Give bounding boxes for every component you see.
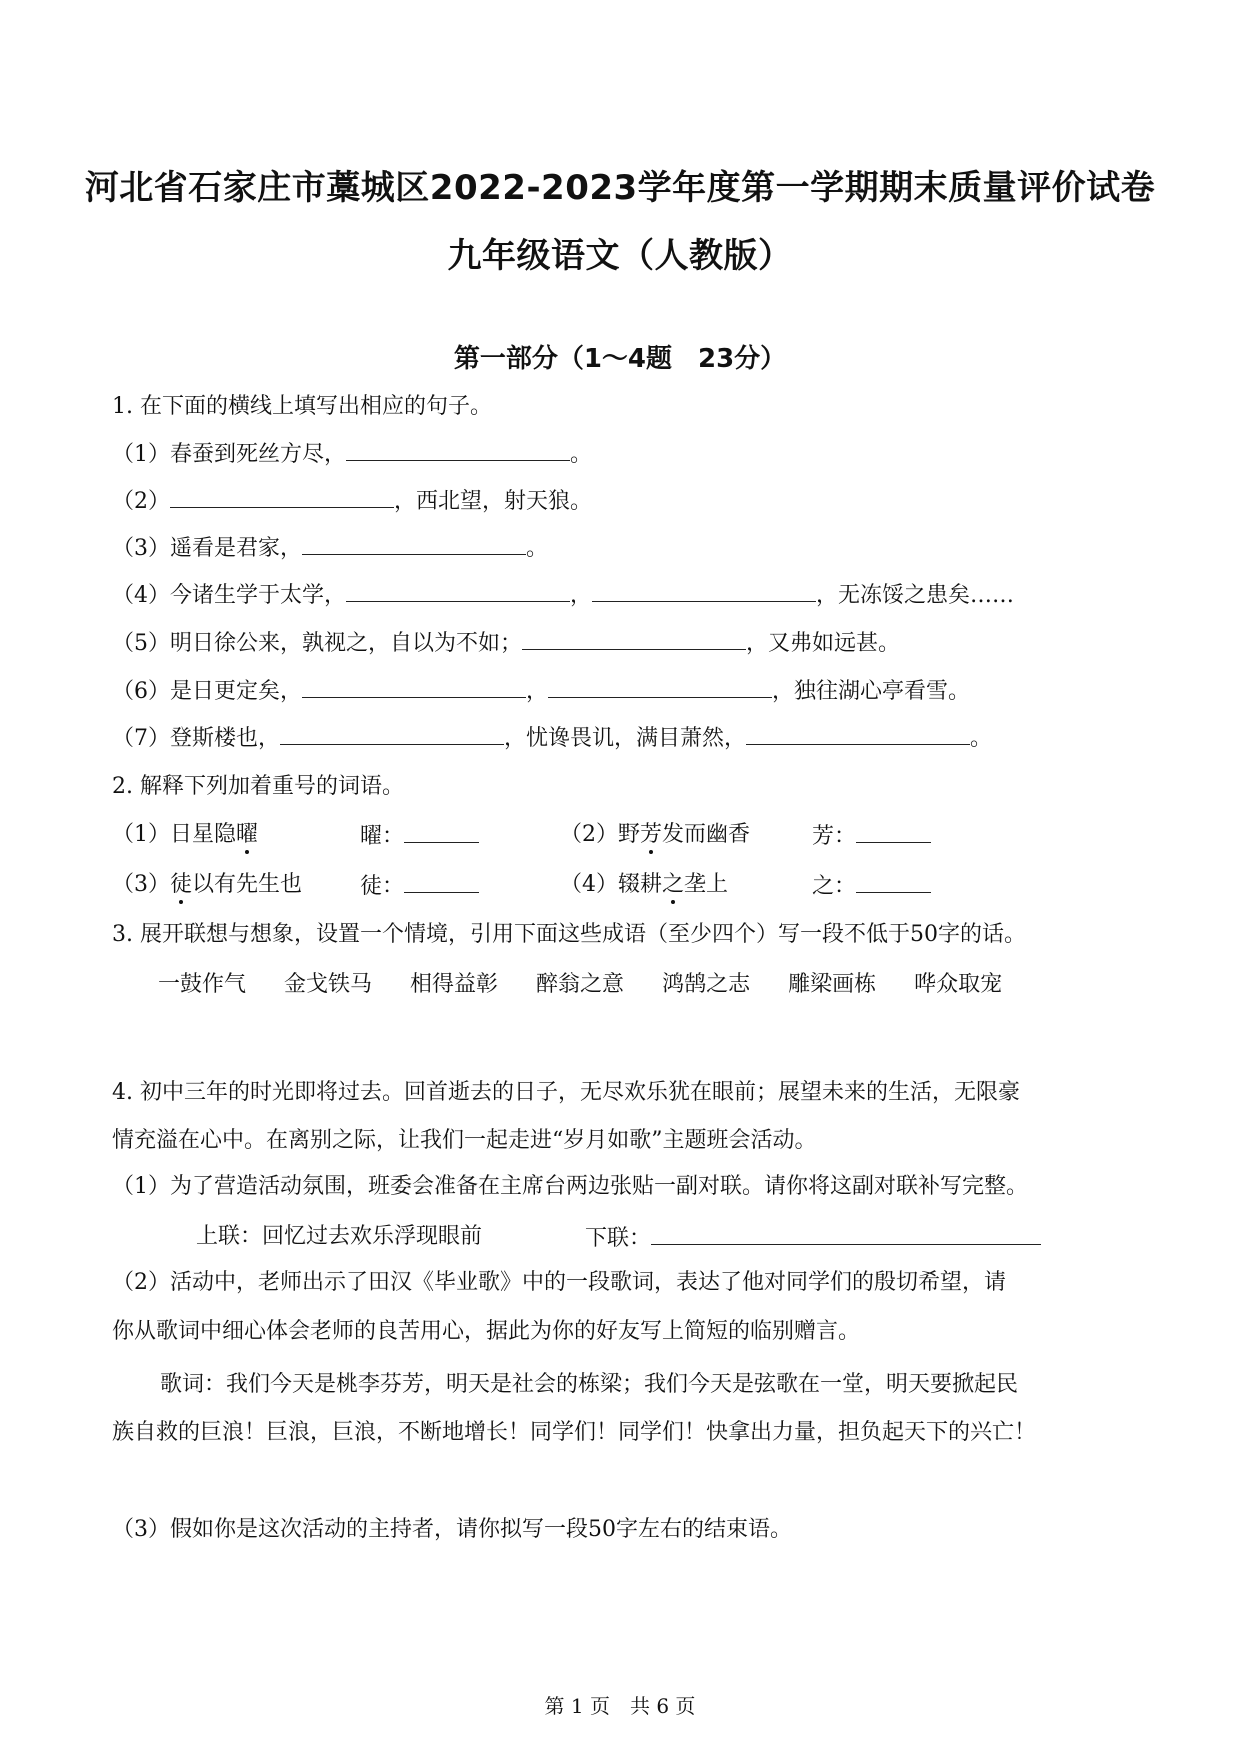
q2-item-1-answer: 曜： [360,820,479,852]
q3-idiom-list [158,970,1040,1000]
answer-blank[interactable] [302,532,526,555]
exam-title: 河北省石家庄市藁城区2022-2023学年度第一学期期末质量评价试卷 [84,168,1156,208]
q1-item-3: （3）遥看是君家， 。 [112,532,548,564]
q1-item-5: （5）明日徐公来，孰视之，自以为不如； ，又弗如远甚。 [112,627,900,659]
q4-sub2-line-1: （2）活动中，老师出示了田汉《毕业歌》中的一段歌词，表达了他对同学们的殷切希望，请 [112,1270,1007,1295]
q2-item-4: （4）辍耕之垄上 [560,872,729,897]
answer-blank[interactable] [346,579,570,602]
page-number: 第 1 页 共 6 页 [544,1694,696,1718]
answer-blank[interactable] [856,870,931,893]
q2-item-4-answer: 之： [812,870,931,902]
idiom: 金戈铁马 [284,972,373,997]
idiom: 哗众取宠 [914,972,1003,997]
q1-item-4: （4）今诸生学于太学， ， ，无冻馁之患矣…… [112,579,1014,611]
q2-item-2: （2）野芳发而幽香 [560,822,751,847]
q2-item-2-answer: 芳： [812,820,931,852]
q1-item-1: （1）春蚕到死丝方尽， 。 [112,438,592,470]
q1-item-7: （7）登斯楼也， ，忧谗畏讥，满目萧然， 。 [112,722,992,754]
q4-sub1: （1）为了营造活动氛围，班委会准备在主席台两边张贴一副对联。请你将这副对联补写完整。 [112,1174,1029,1199]
answer-blank[interactable] [280,722,504,745]
couplet-lower: 下联： [585,1222,1041,1254]
emphasized-char: 徒 [170,872,193,897]
emphasized-char: 之 [662,872,685,897]
q2-prompt: 2. 解释下列加着重号的词语。 [112,774,404,799]
q4-intro-line-1: 4. 初中三年的时光即将过去。回首逝去的日子，无尽欢乐犹在眼前；展望未来的生活，无限豪 [112,1080,1020,1105]
answer-blank[interactable] [522,627,746,650]
emphasized-char: 曜 [236,822,259,847]
q1-item-2: （2） ，西北望，射天狼。 [112,485,592,517]
idiom: 相得益彰 [410,972,499,997]
idiom: 一鼓作气 [158,972,247,997]
answer-blank[interactable] [404,820,479,843]
q4-sub3: （3）假如你是这次活动的主持者，请你拟写一段50字左右的结束语。 [112,1517,792,1542]
emphasized-char: 芳 [640,822,663,847]
answer-blank[interactable] [346,438,570,461]
answer-blank[interactable] [592,579,816,602]
q4-intro-line-2: 情充溢在心中。在离别之际，让我们一起走进“岁月如歌”主题班会活动。 [112,1128,817,1153]
lyrics-line-1: 歌词：我们今天是桃李芬芳，明天是社会的栋梁；我们今天是弦歌在一堂，明天要掀起民 [160,1372,1019,1397]
q3-prompt: 3. 展开联想与想象，设置一个情境，引用下面这些成语（至少四个）写一段不低于50字的话。 [112,922,1026,947]
q2-item-3-answer: 徒： [360,870,479,902]
answer-blank[interactable] [746,722,970,745]
couplet-upper: 上联：回忆过去欢乐浮现眼前 [196,1224,483,1249]
answer-blank[interactable] [170,485,394,508]
q4-sub2-line-2: 你从歌词中细心体会老师的良苦用心，据此为你的好友写上简短的临别赠言。 [112,1319,861,1344]
answer-blank[interactable] [856,820,931,843]
exam-subtitle: 九年级语文（人教版） [447,236,793,276]
idiom: 鸿鹄之志 [662,972,751,997]
lyrics-line-2: 族自救的巨浪！巨浪，巨浪，不断地增长！同学们！同学们！快拿出力量，担负起天下的兴亡！ [112,1420,1037,1445]
answer-blank[interactable] [548,675,772,698]
idiom: 醉翁之意 [536,972,625,997]
q1-item-6: （6）是日更定矣， ， ，独往湖心亭看雪。 [112,675,970,707]
q1-prompt: 1. 在下面的横线上填写出相应的句子。 [112,394,492,419]
idiom: 雕梁画栋 [788,972,877,997]
section-heading: 第一部分（1～4题 23分） [453,344,787,374]
q2-item-3: （3）徒以有先生也 [112,872,303,897]
answer-blank[interactable] [302,675,526,698]
q2-item-1: （1）日星隐曜 [112,822,259,847]
answer-blank[interactable] [651,1222,1041,1245]
answer-blank[interactable] [404,870,479,893]
